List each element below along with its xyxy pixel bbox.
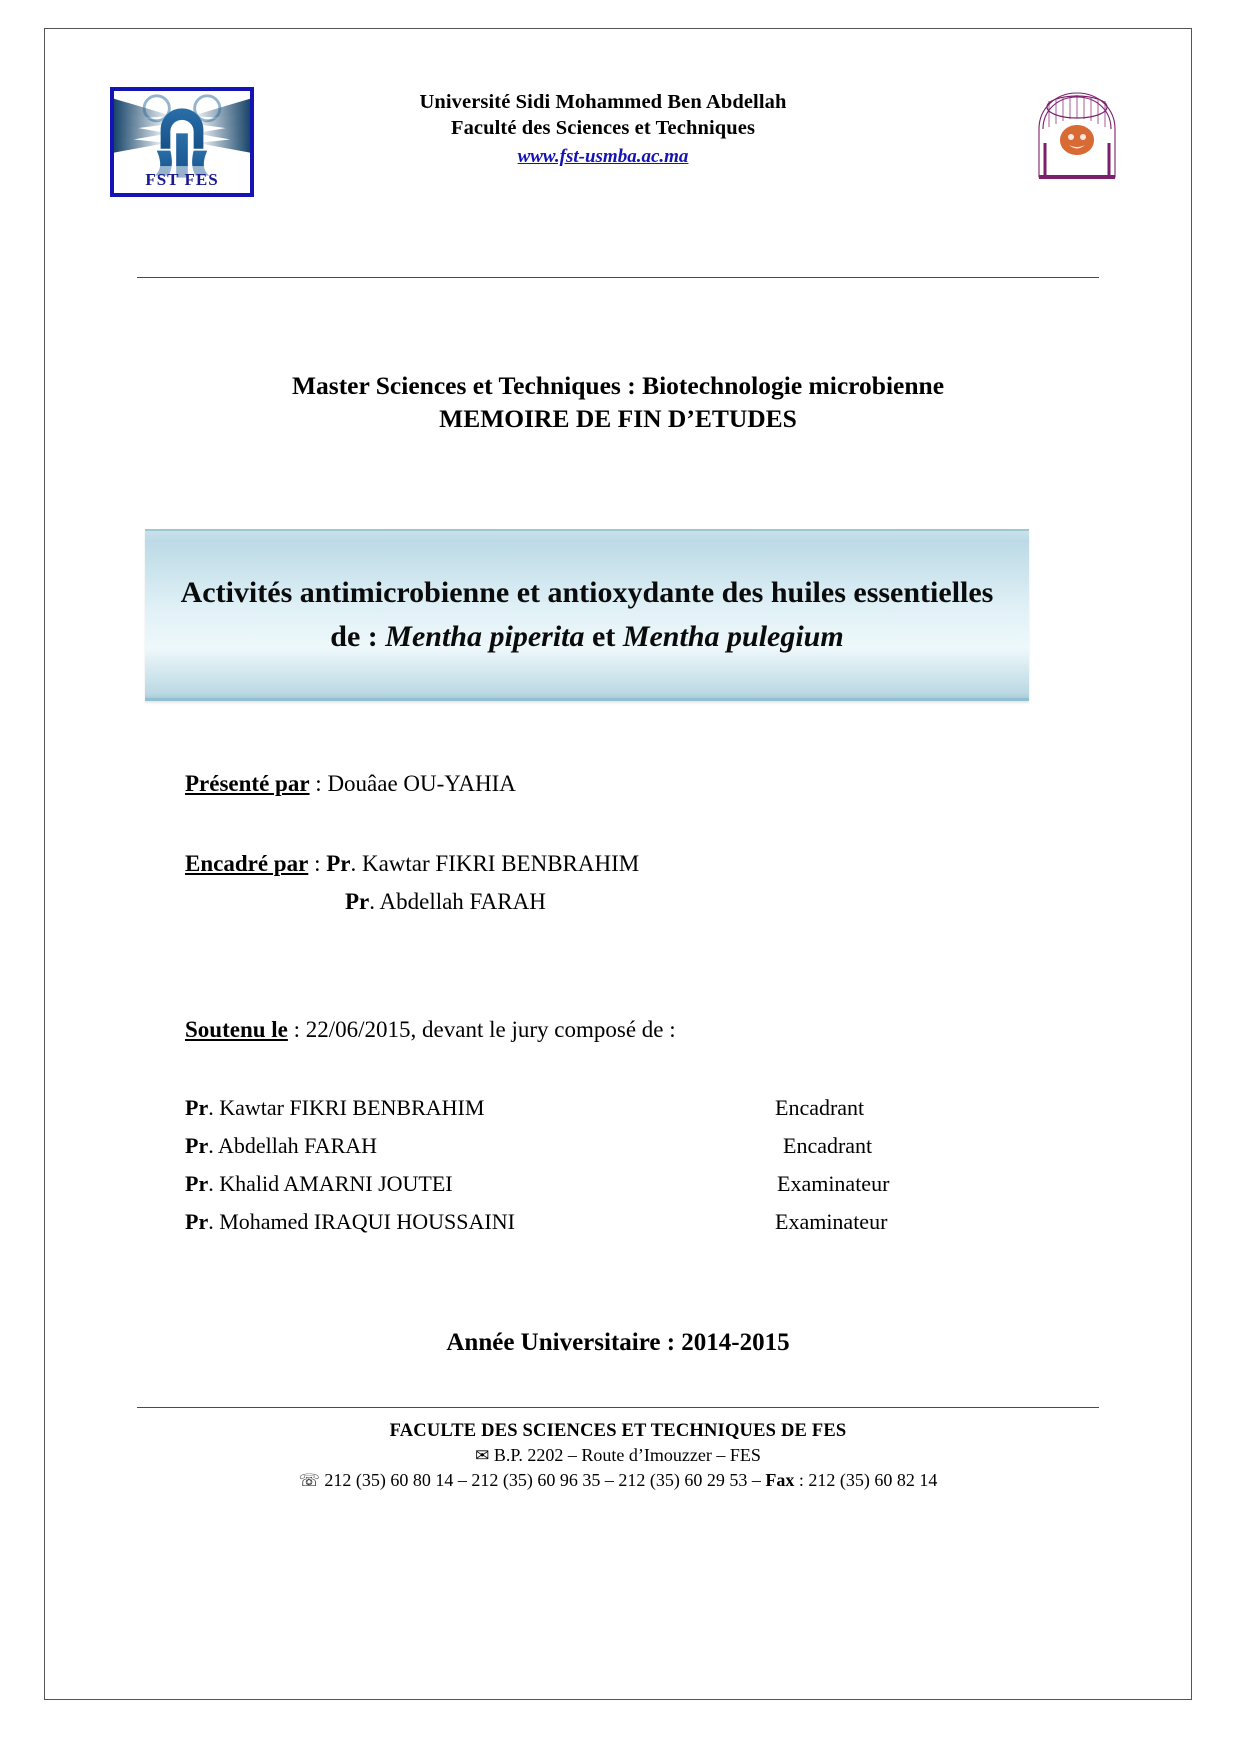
thesis-title-box: [145, 529, 1029, 701]
jury-member-name: [185, 1165, 775, 1203]
supervisor-1-prefix: Pr: [326, 851, 351, 876]
title-conjunction: et: [584, 619, 623, 653]
header-institution-block: [275, 89, 931, 168]
supervisor-2-prefix: Pr: [345, 889, 370, 914]
thesis-title: [145, 571, 1029, 659]
usmba-seal-logo: [1029, 87, 1125, 187]
supervised-by-row: [185, 849, 1091, 917]
presented-by-name: Douâae OU-YAHIA: [327, 771, 516, 796]
envelope-icon: ✉: [475, 1446, 490, 1465]
jury-member-fullname: . Khalid AMARNI JOUTEI: [208, 1171, 453, 1196]
jury-member-name: [185, 1089, 775, 1127]
defense-text: : 22/06/2015, devant le jury composé de :: [287, 1017, 676, 1042]
footer-phone-line: [45, 1468, 1191, 1493]
jury-member-prefix: Pr: [185, 1209, 209, 1234]
page-content: [45, 29, 1191, 1699]
defense-row: [185, 1015, 1091, 1045]
supervised-by-separator: :: [308, 851, 327, 876]
faculty-name: Faculté des Sciences et Techniques: [450, 117, 756, 139]
footer-address: B.P. 2202 – Route d’Imouzzer – FES: [493, 1445, 761, 1465]
jury-list: [185, 1089, 1071, 1241]
title-species-1: Mentha piperita: [385, 619, 585, 653]
jury-member-prefix: Pr: [185, 1171, 209, 1196]
jury-member-name: [185, 1127, 775, 1165]
telephone-icon: ☏: [298, 1471, 320, 1490]
academic-year: Année Universitaire : 2014-2015: [446, 1329, 790, 1356]
footer-phones: 212 (35) 60 80 14 – 212 (35) 60 96 35 – 212 (35) 60 29 53 –: [324, 1470, 766, 1490]
spacer-1: [185, 825, 1091, 849]
document-header: [45, 79, 1191, 209]
title-text-part1: Activités antimicrobienne et antioxydante des huiles essentielles de :: [180, 575, 994, 653]
fst-fes-logo-label: FST FES: [145, 170, 219, 189]
jury-member-name: [185, 1203, 775, 1241]
header-divider: [137, 277, 1099, 278]
supervisor-2-row: [185, 887, 1091, 917]
jury-member-role: Examinateur: [777, 1171, 890, 1196]
footer-divider: [137, 1407, 1099, 1408]
fst-fes-logo: [110, 87, 254, 197]
supervisor-2-name: . Abdellah FARAH: [369, 889, 546, 914]
jury-member-role: Encadrant: [775, 1095, 865, 1120]
document-footer: [45, 1419, 1191, 1493]
jury-row: [185, 1089, 1071, 1127]
footer-faculty-name: FACULTE DES SCIENCES ET TECHNIQUES DE FES: [389, 1421, 847, 1441]
university-name: Université Sidi Mohammed Ben Abdellah: [419, 91, 787, 113]
supervisor-1-name: . Kawtar FIKRI BENBRAHIM: [350, 851, 640, 876]
supervised-by-label: Encadré par: [185, 851, 309, 876]
people-block: [185, 769, 1091, 1071]
presented-by-row: [185, 769, 1091, 799]
presented-by-label: Présenté par: [185, 771, 310, 796]
faculty-website-link[interactable]: www.fst-usmba.ac.ma: [517, 146, 689, 167]
spacer-2: [185, 943, 1091, 967]
defense-label: Soutenu le: [185, 1017, 288, 1042]
page-frame: [44, 28, 1192, 1700]
program-line-2: MEMOIRE DE FIN D’ETUDES: [439, 404, 797, 433]
footer-fax-value: : 212 (35) 60 82 14: [794, 1470, 938, 1490]
jury-member-fullname: . Kawtar FIKRI BENBRAHIM: [208, 1095, 485, 1120]
footer-fax-label: Fax: [765, 1470, 795, 1490]
jury-row: [185, 1127, 1071, 1165]
jury-member-prefix: Pr: [185, 1095, 209, 1120]
presented-by-separator: :: [309, 771, 328, 796]
program-line-1: Master Sciences et Techniques : Biotechnologie microbienne: [291, 371, 945, 400]
jury-row: [185, 1203, 1071, 1241]
jury-member-prefix: Pr: [185, 1133, 209, 1158]
program-block: [45, 369, 1191, 435]
jury-member-fullname: . Mohamed IRAQUI HOUSSAINI: [208, 1209, 515, 1234]
title-species-2: Mentha pulegium: [622, 619, 844, 653]
jury-member-role: Examinateur: [775, 1209, 888, 1234]
footer-address-line: [45, 1443, 1191, 1468]
jury-row: [185, 1165, 1071, 1203]
jury-member-role: Encadrant: [783, 1133, 873, 1158]
jury-member-fullname: . Abdellah FARAH: [208, 1133, 378, 1158]
